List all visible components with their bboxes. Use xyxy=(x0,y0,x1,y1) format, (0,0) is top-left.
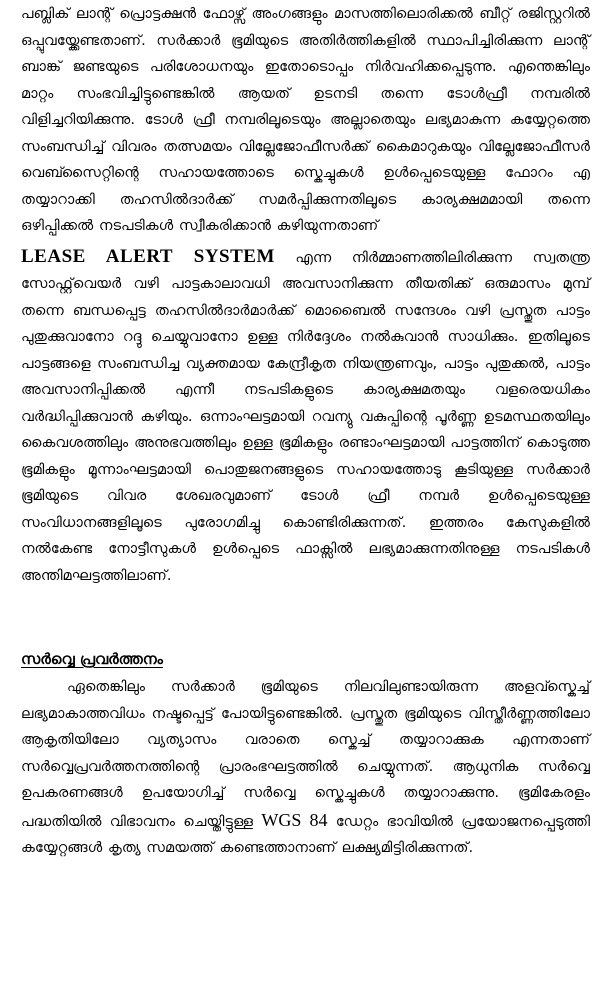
wgs84-label: WGS 84 xyxy=(261,809,328,830)
paragraph-land-protection-force: പബ്ലിക് ലാന്റ് പ്രൊട്ടക്ഷൻ ഫോഴ്സ് അംഗങ്ങളും മാസത്തിലൊരിക്കൽ ബീറ്റ് രജിസ്റ്ററിൽ ഒപ്പുവയ്ക്കേണ്ടതാണ്. സർക്കാർ ഭൂമിയുടെ അതിർത്തികളിൽ സ്ഥാപിച്ചിരിക്കുന്ന ലാന്റ് ബാങ്ക് ജണ്ടയുടെ പരിശോധനയും ഇതോടൊപ്പം നിർവഹിക്കപ്പെടുന്നു. എന്തെങ്കിലും മാറ്റം സംഭവിച്ചിട്ടുണ്ടെങ്കിൽ ആയത് ഉടനടി തന്നെ ടോൾഫ്രീ നമ്പരിൽ വിളിച്ചറിയിക്കുന്നു. ടോൾ ഫ്രീ നമ്പരിലൂടെയും അല്ലാതെയും ലഭ്യമാകുന്ന കയ്യേറ്റത്തെ സംബന്ധിച്ച് വിവരം തത്സമയം വില്ലേജോഫീസർക്ക് കൈമാറുകയും വില്ലേജോഫീസർ വെബ്സൈറ്റിന്റെ സഹായത്തോടെ സ്കെച്ചുകൾ ഉൾപ്പെടെയുള്ള ഫോറം എ തയ്യാറാക്കി തഹസിൽദാർക്ക് സമർപ്പിക്കുന്നതിലൂടെ കാര്യക്ഷമമായി തന്നെ ഒഴിപ്പിക്കൽ നടപടികൾ സ്വീകരിക്കാൻ കഴിയുന്നതാണ് xyxy=(21,5,590,234)
section-heading-survey: സർവ്വെ പ്രവർത്തനം xyxy=(21,650,163,668)
paragraph-survey-body-part2: ഡേറ്റം ഭാവിയിൽ പ്രയോജനപ്പെടുത്തി കയ്യേറ്റങ്ങൾ കൃത്യ സമയത്ത് കണ്ടെത്താനാണ് ലക്ഷ്യമിട്ടിരിക്കുന്നത്. xyxy=(21,812,591,856)
paragraph-survey-operations xyxy=(21,674,590,862)
paragraph-lease-alert-body: എന്ന നിർമ്മാണത്തിലിരിക്കുന്ന സ്വതന്ത്ര സോഫ്റ്റ്‌വെയർ വഴി പാട്ടകാലാവധി അവസാനിക്കുന്ന തീയതിക്ക് ഒരുമാസം മുമ്പ് തന്നെ ബന്ധപ്പെട്ട തഹസിൽദാർമാർക്ക് മൊബൈൽ സന്ദേശം വഴി പ്രസ്തുത പാട്ടം പുതുക്കുവാനോ റദ്ദു ചെയ്യുവാനോ ഉള്ള നിർദ്ദേശം നൽകുവാൻ സാധിക്കും. ഇതിലൂടെ പാട്ടങ്ങളെ സംബന്ധിച്ച വ്യക്തമായ കേന്ദ്രീകൃത നിയന്ത്രണവും, പാട്ടം പുതുക്കൽ, പാട്ടം അവസാനിപ്പിക്കൽ എന്നീ നടപടികളുടെ കാര്യക്ഷമതയും വളരെയധികം വർദ്ധിപ്പിക്കുവാൻ കഴിയും. ഒന്നാംഘട്ടമായി റവന്യു വകുപ്പിന്റെ പൂർണ്ണ ഉടമസ്ഥതയിലും കൈവശത്തിലും അനുഭവത്തിലും ഉള്ള ഭൂമികളും രണ്ടാംഘട്ടമായി പാട്ടത്തിന് കൊടുത്ത ഭൂമികളും മൂന്നാംഘട്ടമായി പൊതുജനങ്ങളുടെ സഹായത്തോടു കൂടിയുള്ള സർക്കാർ ഭൂമിയുടെ വിവര ശേഖരവുമാണ് ടോൾ ഫ്രീ നമ്പർ ഉൾപ്പെടെയുള്ള സംവിധാനങ്ങളിലൂടെ പുരോഗമിച്ചു കൊണ്ടിരിക്കുന്നത്. ഇത്തരം കേസുകളിൽ നൽകേണ്ട നോട്ടീസുകൾ ഉൾപ്പെടെ ഫാക്സിൽ ലഭ്യമാക്കുന്നതിനുള്ള നടപടികൾ അന്തിമഘട്ടത്തിലാണ്. xyxy=(21,248,590,584)
paragraph-survey-body-part1: ഏതെങ്കിലും സർക്കാർ ഭൂമിയുടെ നിലവിലുണ്ടായിരുന്ന അളവ്സ്കെച്ച് ലഭ്യമാകാത്തവിധം നഷ്ടപ്പെട്ട് പോയിട്ടുണ്ടെങ്കിൽ. പ്രസ്തുത ഭൂമിയുടെ വിസ്തീർണ്ണത്തിലോ ആകൃതിയിലോ വ്യത്യാസം വരാതെ സ്കെച്ച് തയ്യാറാക്കുക എന്നതാണ് സർവ്വെപ്രവർത്തനത്തിന്റെ പ്രാരംഭഘട്ടത്തിൽ ചെയ്യുന്നത്. ആധുനിക സർവ്വെ ഉപകരണങ്ങൾ ഉപയോഗിച്ച് സർവ്വെ സ്കെച്ചുകൾ തയ്യാറാക്കുന്നു. ഭൂമികേരളം പദ്ധതിയിൽ വിഭാവനം ചെയ്തിട്ടുള്ള xyxy=(21,678,590,830)
paragraph-lease-alert-system xyxy=(21,244,590,590)
lease-alert-system-title: LEASE ALERT SYSTEM xyxy=(21,245,275,267)
